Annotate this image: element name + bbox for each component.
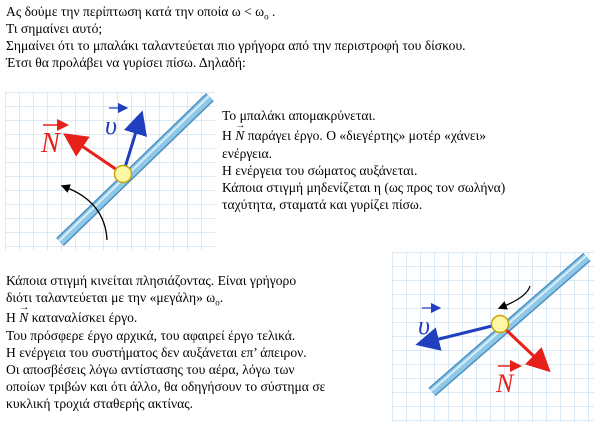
intro-line-2: Τι σημαίνει αυτό; xyxy=(6,21,103,36)
para1-line-2: Η → N παράγει έργο. Ο «διεγέρτης» μοτέρ «χάνει» xyxy=(222,128,486,144)
para1-line-4: Η ενέργεια του σώματος αυξάνεται. xyxy=(222,163,418,178)
label-N: N xyxy=(41,128,60,159)
para1-line-6: ταχύτητα, σταματά και γυρίζει πίσω. xyxy=(222,197,423,212)
para1-line-3: ενέργεια. xyxy=(222,146,273,161)
ball xyxy=(492,316,509,333)
para2-line-2: διότι ταλαντεύεται με την «μεγάλη» $\omega_o$. xyxy=(6,290,224,308)
para2-line-7: οποίων τριβών και ότι άλλο, θα οδηγήσουν το σύστημα σε xyxy=(6,379,326,394)
para2-line-1: Κάποια στιγμή κινείται πλησιάζοντας. Είναι γρήγορο xyxy=(6,273,297,288)
label-N: N xyxy=(496,369,514,398)
intro-line-3: Σημαίνει ότι το μπαλάκι ταλαντεύεται πιο γρήγορα από την περιστροφή του δίσκου. xyxy=(6,38,466,53)
label-v: υ xyxy=(105,111,117,140)
para1-line-1: Το μπαλάκι απομακρύνεται. xyxy=(222,108,376,123)
intro-line-1: Ας δούμε την περίπτωση κατά την οποία $\omega < \omega_o$ . xyxy=(6,4,276,22)
label-v: υ xyxy=(418,311,430,340)
figure-2 xyxy=(392,252,594,422)
figure-1 xyxy=(5,92,215,250)
para2-line-8: κυκλική τροχιά σταθερής ακτίνας. xyxy=(6,396,194,411)
para2-line-4: Του πρόσφερε έργο αρχικά, του αφαιρεί έργο τελικά. xyxy=(6,328,296,343)
para2-line-3: Η → N καταναλίσκει έργο. xyxy=(6,310,137,326)
para1-line-5: Κάποια στιγμή μηδενίζεται η (ως προς τον σωλήνα) xyxy=(222,180,506,195)
intro-line-4: Έτσι θα προλάβει να γυρίσει πίσω. Δηλαδή: xyxy=(6,55,246,70)
para2-line-5: Η ενέργεια του συστήματος δεν αυξάνεται επ’ άπειρον. xyxy=(6,345,307,360)
para2-line-6: Οι αποσβέσεις λόγω αντίστασης του αέρα, λόγω των xyxy=(6,362,295,377)
ball xyxy=(115,166,132,183)
